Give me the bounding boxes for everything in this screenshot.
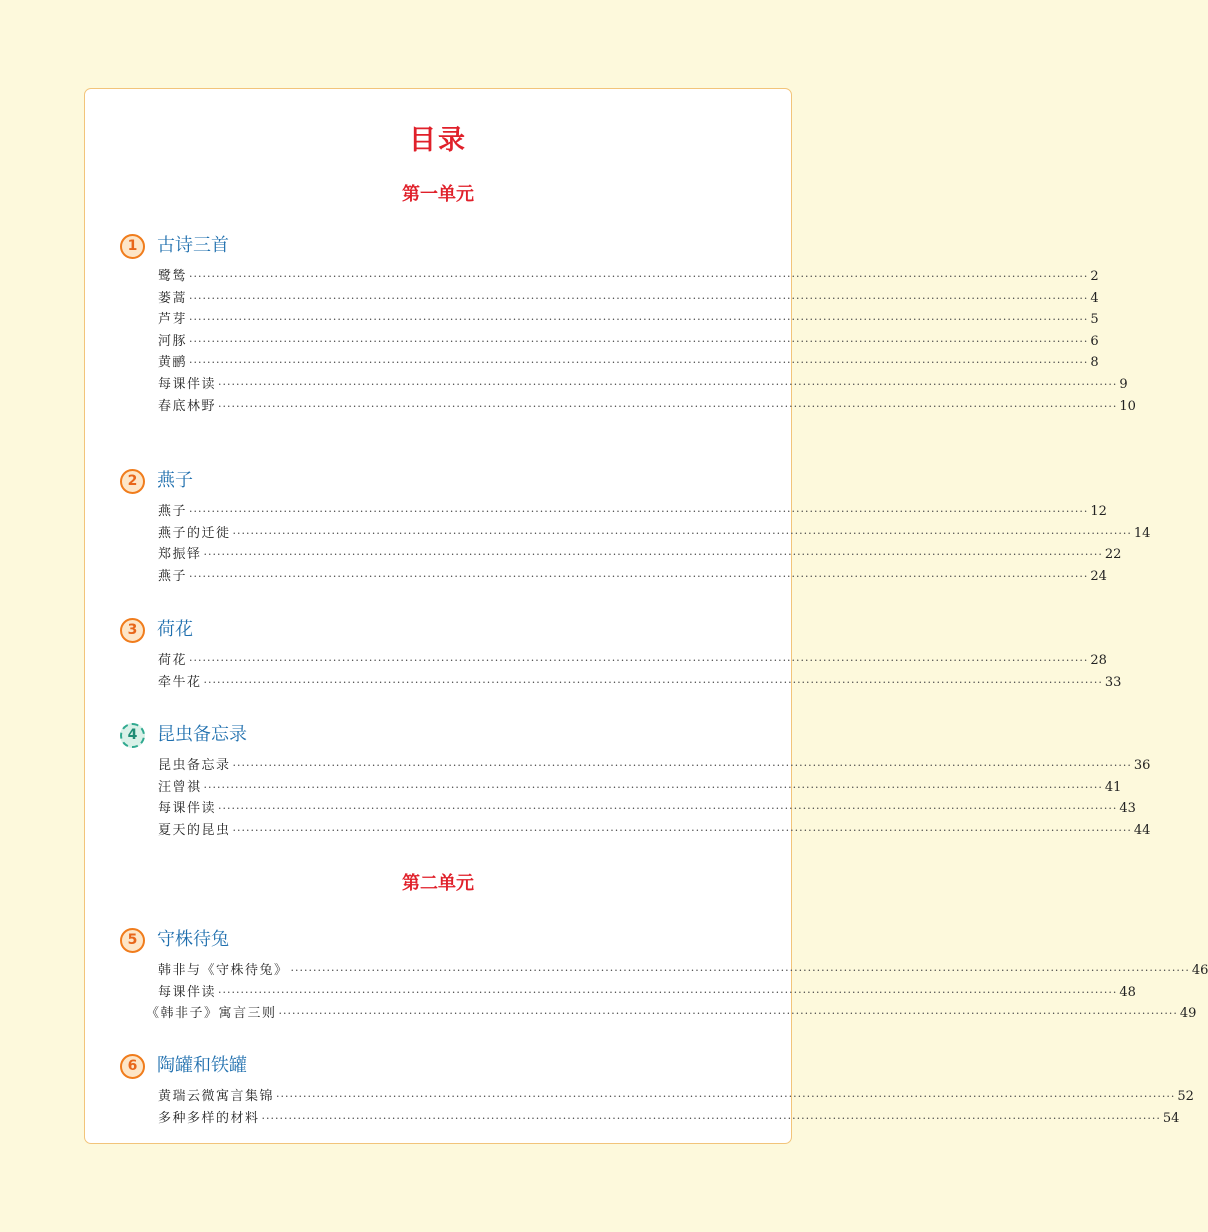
toc-entry[interactable] [158,565,1107,587]
lesson-header[interactable] [120,1055,760,1085]
page-number: 44 [1133,822,1151,838]
entry-title: 汪曾祺 [158,779,202,795]
page-number: 46 [1191,963,1208,978]
lesson-header[interactable] [120,235,760,265]
dot-leader: ········································································································································································································ [203,548,1103,562]
dot-leader: ········································································································································································································ [203,675,1103,689]
lesson-2 [120,470,1151,586]
toc-entry[interactable] [158,287,1099,309]
lesson-4 [120,724,1151,840]
toc-entry[interactable] [158,819,1151,841]
page-number: 52 [1177,1089,1194,1104]
page-number: 10 [1119,398,1136,414]
page-number: 24 [1090,568,1107,584]
dot-leader: ········································································································································································································ [232,759,1132,772]
entry-title: 蒌蒿 [158,290,188,306]
dot-leader: ········································································································································································································ [278,1007,1178,1021]
page-number: 49 [1179,1006,1197,1022]
unit-heading-1: 第一单元 [402,184,474,205]
toc-entry[interactable] [158,671,1122,693]
lesson-title: 荷花 [157,619,193,640]
lesson-title: 古诗三首 [157,235,229,256]
entry-title: 每课伴读 [158,984,217,1000]
entry-title: 每课伴读 [158,376,217,392]
toc-entry[interactable] [158,351,1099,373]
lesson-5 [120,929,1208,1024]
toc-entry[interactable] [158,1085,1194,1107]
entry-title: 每课伴读 [158,801,217,817]
lesson-number-badge: 4 [120,723,145,748]
entry-title: 牵牛花 [158,674,202,690]
entry-title: 燕子 [158,504,188,519]
lesson-header[interactable] [120,929,760,959]
entry-title: 郑振铎 [158,547,202,563]
toc-entry[interactable] [158,1107,1180,1129]
lesson-title: 守株待兔 [157,929,229,950]
toc-entry[interactable] [158,395,1136,417]
page-title: 目录 [409,125,467,156]
dot-leader: ········································································································································································································ [276,1090,1176,1103]
toc-entry[interactable] [146,1002,1197,1024]
lesson-title: 陶罐和铁罐 [157,1055,247,1076]
lesson-title: 昆虫备忘录 [157,724,247,745]
dot-leader: ········································································································································································································ [189,654,1089,667]
unit-heading-2: 第二单元 [402,873,474,894]
toc-entry[interactable] [158,500,1107,522]
page-number: 33 [1104,674,1122,690]
dot-leader: ········································································································································································································ [232,526,1132,540]
dot-leader: ········································································································································································································ [189,505,1089,518]
toc-entry[interactable] [158,373,1128,395]
entry-title: 荷花 [158,653,188,668]
lesson-header[interactable] [120,470,760,500]
entry-title: 河豚 [158,333,188,349]
toc-entry[interactable] [158,265,1099,287]
entry-title: 《韩非子》寓言三则 [146,1006,277,1022]
dot-leader: ········································································································································································································ [189,334,1089,348]
page-number: 41 [1104,779,1122,795]
dot-leader: ········································································································································································································ [261,1111,1161,1125]
toc-entry[interactable] [158,754,1151,776]
page-number: 43 [1119,801,1136,817]
page-number: 9 [1119,376,1128,392]
dot-leader: ········································································································································································································ [189,291,1089,305]
dot-leader: ········································································································································································································ [232,823,1132,837]
lesson-3 [120,619,1122,692]
dot-leader: ········································································································································································································ [189,569,1089,583]
page-number: 2 [1090,269,1099,284]
entry-title: 夏天的昆虫 [158,822,231,838]
page-number: 54 [1162,1110,1180,1126]
entry-title: 燕子 [158,568,188,584]
page-number: 22 [1104,547,1122,563]
lesson-header[interactable] [120,619,760,649]
lesson-header[interactable] [120,724,760,754]
page-number: 8 [1090,355,1099,371]
dot-leader: ········································································································································································································ [203,780,1103,794]
toc-entry[interactable] [158,981,1136,1003]
toc-entry[interactable] [158,522,1151,544]
toc-entry[interactable] [158,776,1122,798]
page-number: 28 [1090,653,1107,668]
entry-title: 黄瑞云微寓言集锦 [158,1089,275,1104]
toc-entry[interactable] [158,308,1099,330]
entry-title: 黄鹂 [158,355,188,371]
entry-title: 春底林野 [158,398,217,414]
page-number: 36 [1133,758,1151,773]
entry-title: 韩非与《守株待兔》 [158,963,289,978]
dot-leader: ········································································································································································································ [290,964,1190,977]
page-number: 6 [1090,333,1099,349]
toc-entry[interactable] [158,543,1122,565]
entry-title: 鹭鸶 [158,269,188,284]
toc-entry[interactable] [158,330,1099,352]
entry-title: 昆虫备忘录 [158,758,231,773]
toc-entry[interactable] [158,797,1136,819]
lesson-6 [120,1055,1194,1128]
entry-title: 多种多样的材料 [158,1110,260,1126]
lesson-number-badge: 1 [120,234,145,259]
page-number: 12 [1090,504,1107,519]
dot-leader: ········································································································································································································ [189,356,1089,370]
entry-title: 燕子的迁徙 [158,525,231,541]
lesson-1 [120,235,1136,416]
toc-entry[interactable] [158,649,1107,671]
dot-leader: ········································································································································································································ [218,399,1118,413]
lesson-title: 燕子 [157,470,193,491]
dot-leader: ········································································································································································································ [189,270,1089,283]
page-number: 48 [1119,984,1136,1000]
lesson-number-badge: 3 [120,618,145,643]
dot-leader: ········································································································································································································ [189,313,1089,327]
page-number: 5 [1090,312,1099,328]
entry-title: 芦芽 [158,312,188,328]
lesson-number-badge: 6 [120,1054,145,1079]
page-number: 14 [1133,525,1151,541]
page-number: 4 [1090,290,1099,306]
dot-leader: ········································································································································································································ [218,377,1118,391]
dot-leader: ········································································································································································································ [218,985,1118,999]
dot-leader: ········································································································································································································ [218,802,1118,816]
toc-entry[interactable] [158,959,1208,981]
lesson-number-badge: 5 [120,928,145,953]
lesson-number-badge: 2 [120,469,145,494]
